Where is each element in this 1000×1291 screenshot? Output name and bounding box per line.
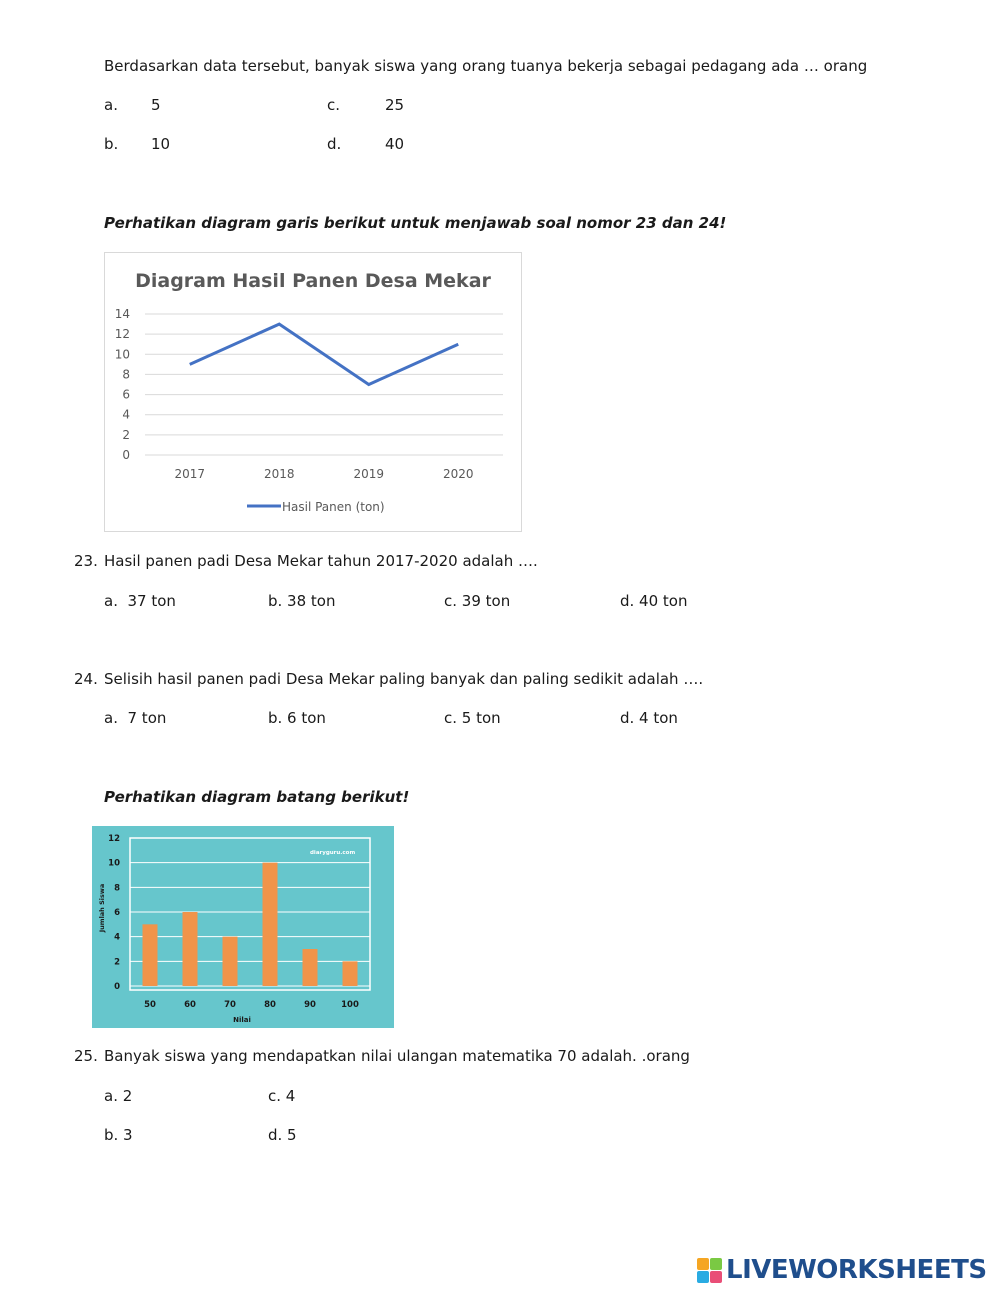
y-tick-label: 8 bbox=[114, 883, 120, 894]
x-tick-label: 70 bbox=[224, 1000, 236, 1010]
y-tick-label: 8 bbox=[122, 367, 130, 382]
q23-number: 23. bbox=[74, 552, 98, 570]
bar-chart-background bbox=[92, 826, 394, 1028]
bar-chart-watermark: diaryguru.com bbox=[310, 850, 356, 856]
option-letter: d. bbox=[327, 135, 342, 153]
q24-option-a[interactable]: a. 7 ton bbox=[104, 709, 167, 727]
y-tick-label: 2 bbox=[114, 957, 120, 968]
x-tick-label: 80 bbox=[264, 1000, 276, 1010]
y-tick-label: 12 bbox=[108, 834, 120, 844]
q22-option-b-value: 10 bbox=[151, 135, 171, 153]
y-tick-label: 4 bbox=[114, 932, 120, 943]
q22-option-c[interactable] bbox=[327, 96, 340, 114]
line-chart-instruction: Perhatikan diagram garis berikut untuk menjawab soal nomor 23 dan 24! bbox=[104, 214, 727, 232]
q25-option-b[interactable]: b. 3 bbox=[104, 1126, 133, 1144]
q24-question: Selisih hasil panen padi Desa Mekar paling banyak dan paling sedikit adalah …. bbox=[104, 670, 704, 688]
bar-nilai-80 bbox=[263, 863, 278, 986]
q24-option-d[interactable]: d. 4 ton bbox=[620, 709, 678, 727]
x-tick-label: 2020 bbox=[442, 467, 474, 481]
logo-square bbox=[710, 1271, 722, 1283]
legend-label: Hasil Panen (ton) bbox=[282, 500, 385, 514]
x-tick-label: 100 bbox=[341, 1000, 359, 1010]
q25-option-a[interactable]: a. 2 bbox=[104, 1087, 133, 1105]
logo-square bbox=[697, 1271, 709, 1283]
q22-option-a-value: 5 bbox=[151, 96, 161, 114]
chart-legend bbox=[247, 500, 385, 514]
bar-nilai-50 bbox=[143, 924, 158, 986]
bar-nilai-100 bbox=[343, 961, 358, 986]
bar-chart-instruction: Perhatikan diagram batang berikut! bbox=[104, 788, 410, 806]
q22-option-c-value: 25 bbox=[385, 96, 405, 114]
q25-question: Banyak siswa yang mendapatkan nilai ulangan matematika 70 adalah. .orang bbox=[104, 1047, 690, 1065]
y-tick-label: 10 bbox=[108, 858, 120, 869]
y-tick-label: 6 bbox=[114, 908, 120, 918]
q23-option-c[interactable]: c. 39 ton bbox=[444, 592, 511, 610]
q24-number: 24. bbox=[74, 670, 98, 688]
x-tick-label: 2019 bbox=[353, 467, 385, 481]
y-tick-label: 12 bbox=[114, 327, 130, 342]
logo-mark-icon bbox=[697, 1258, 722, 1283]
y-tick-label: 0 bbox=[114, 982, 120, 992]
q23-option-d[interactable]: d. 40 ton bbox=[620, 592, 688, 610]
q22-option-d-value: 40 bbox=[385, 135, 405, 153]
bar-chart-xlabel: Nilai bbox=[233, 1016, 251, 1024]
q22-question: Berdasarkan data tersebut, banyak siswa yang orang tuanya bekerja sebagai pedagang ada … orang bbox=[104, 57, 868, 75]
liveworksheets-logo[interactable] bbox=[697, 1255, 987, 1285]
y-tick-label: 0 bbox=[122, 448, 130, 462]
x-tick-label: 60 bbox=[184, 1000, 196, 1010]
q24-option-b[interactable]: b. 6 ton bbox=[268, 709, 326, 727]
chart-title: Diagram Hasil Panen Desa Mekar bbox=[135, 270, 491, 292]
q23-question: Hasil panen padi Desa Mekar tahun 2017-2020 adalah …. bbox=[104, 552, 538, 570]
bar-nilai-70 bbox=[223, 937, 238, 986]
option-letter: c. bbox=[327, 96, 341, 114]
x-tick-label: 90 bbox=[304, 1000, 316, 1010]
option-letter: a. bbox=[104, 96, 118, 114]
q22-option-b[interactable] bbox=[104, 135, 118, 153]
q22-option-d[interactable] bbox=[327, 135, 341, 153]
logo-square bbox=[697, 1258, 709, 1270]
bar-nilai-90 bbox=[303, 949, 318, 986]
q25-option-d[interactable]: d. 5 bbox=[268, 1126, 297, 1144]
q25-number: 25. bbox=[74, 1047, 98, 1065]
x-tick-label: 2017 bbox=[174, 467, 206, 481]
x-tick-label: 50 bbox=[144, 1000, 156, 1010]
line-chart bbox=[104, 252, 522, 532]
y-tick-label: 4 bbox=[122, 407, 130, 422]
logo-square bbox=[710, 1258, 722, 1270]
bar-chart bbox=[92, 826, 394, 1028]
y-tick-label: 2 bbox=[122, 427, 130, 442]
bar-chart-ylabel: Jumlah Siswa bbox=[98, 883, 106, 933]
q23-option-a[interactable]: a. 37 ton bbox=[104, 592, 176, 610]
y-tick-label: 6 bbox=[122, 387, 130, 402]
q22-option-a[interactable] bbox=[104, 96, 118, 114]
q23-option-b[interactable]: b. 38 ton bbox=[268, 592, 336, 610]
option-letter: b. bbox=[104, 135, 119, 153]
y-tick-label: 10 bbox=[114, 347, 130, 362]
y-tick-label: 14 bbox=[114, 307, 130, 321]
bar-nilai-60 bbox=[183, 912, 198, 986]
q25-option-c[interactable]: c. 4 bbox=[268, 1087, 296, 1105]
x-tick-label: 2018 bbox=[263, 467, 295, 481]
q24-option-c[interactable]: c. 5 ton bbox=[444, 709, 501, 727]
logo-text: LIVEWORKSHEETS bbox=[726, 1255, 987, 1285]
